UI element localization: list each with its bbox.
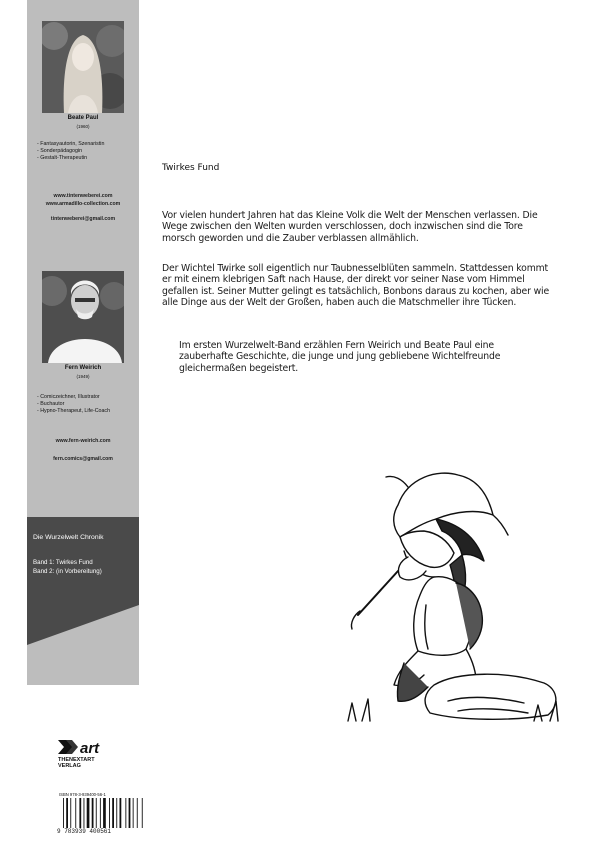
blurb-paragraph-3: Im ersten Wurzelwelt-Band erzählen Fern Weirich und Beate Paul eine zauberhafte Geschichte, die junge und jung gebliebene Wichtelfreunde gleichermaßen begeistert. [179,340,501,374]
author-sidebar [27,0,139,685]
barcode-bars [57,798,146,828]
blurb-paragraph-2: Der Wichtel Twirke soll eigentlich nur Taubnesselblüten sammeln. Stattdessen kommt er mit einem klebrigen Saft nach Hause, der direkt vor seiner Nase vom Himmel gefallen ist. Seiner Mutter gelingt es tatsächlich, Bonbons daraus zu kochen, aber wie alle Dinge aus der Welt der Großen, haben auch die Matschmeller ihre Tücken. [162,263,550,308]
series-band-1: Band 1: Twirkes Fund [33,559,93,566]
author1-role: - Fantasyautorin, Szenaristin [37,141,105,147]
publisher-logo-word: art [80,740,100,757]
author2-email[interactable]: fern.comics@gmail.com [53,456,113,462]
author1-email[interactable]: tintenweberei@gmail.com [50,216,116,222]
author1-role: - Sonderpädagogin [37,148,83,154]
series-band-2: Band 2: (in Vorbereitung) [33,568,102,575]
author1-name: Beate Paul [67,115,99,121]
author1-roles [37,141,137,162]
author-photo-beate-paul [42,21,124,113]
publisher-name-line2: VERLAG [58,763,81,768]
series-box-corner [27,605,139,645]
author2-years: (1949) [76,374,90,379]
isbn-barcode [57,792,146,836]
series-title: Die Wurzelwelt Chronik [33,534,104,541]
isbn-text: ISBN 978-3-939400-56-1 [59,792,106,797]
author2-roles [37,394,137,415]
author1-years: (1960) [76,124,90,129]
author1-website-2[interactable]: www.armadillo-collection.com [45,201,121,207]
publisher-logo [58,738,118,768]
author2-role: - Hypno-Therapeut, Life-Coach [37,408,111,414]
series-box [27,517,139,605]
gnome-illustration [338,465,563,725]
blurb-paragraph-1: Vor vielen hundert Jahren hat das Kleine Volk die Welt der Menschen verlassen. Die Wege zwischen den Welten wurden verschlossen, doch inzwischen sind die Tore morsch geworden und die Zauber verblassen allmählich. [162,210,538,244]
publisher-name-line1: THENEXTART [58,757,95,763]
author2-website[interactable]: www.fern-weirich.com [55,438,111,444]
book-title: Twirkes Fund [162,163,220,173]
author-photo-fern-weirich [42,271,124,363]
author1-website[interactable]: www.tintenweberei.com [53,193,113,199]
author2-name: Fern Weirich [64,365,102,371]
author1-role: - Gestalt-Therapeutin [37,155,88,161]
barcode-digits: 9 783939 400561 [57,828,112,835]
author2-role: - Buchautor [37,401,65,407]
author2-role: - Comiczeichner, Illustrator [37,394,100,400]
